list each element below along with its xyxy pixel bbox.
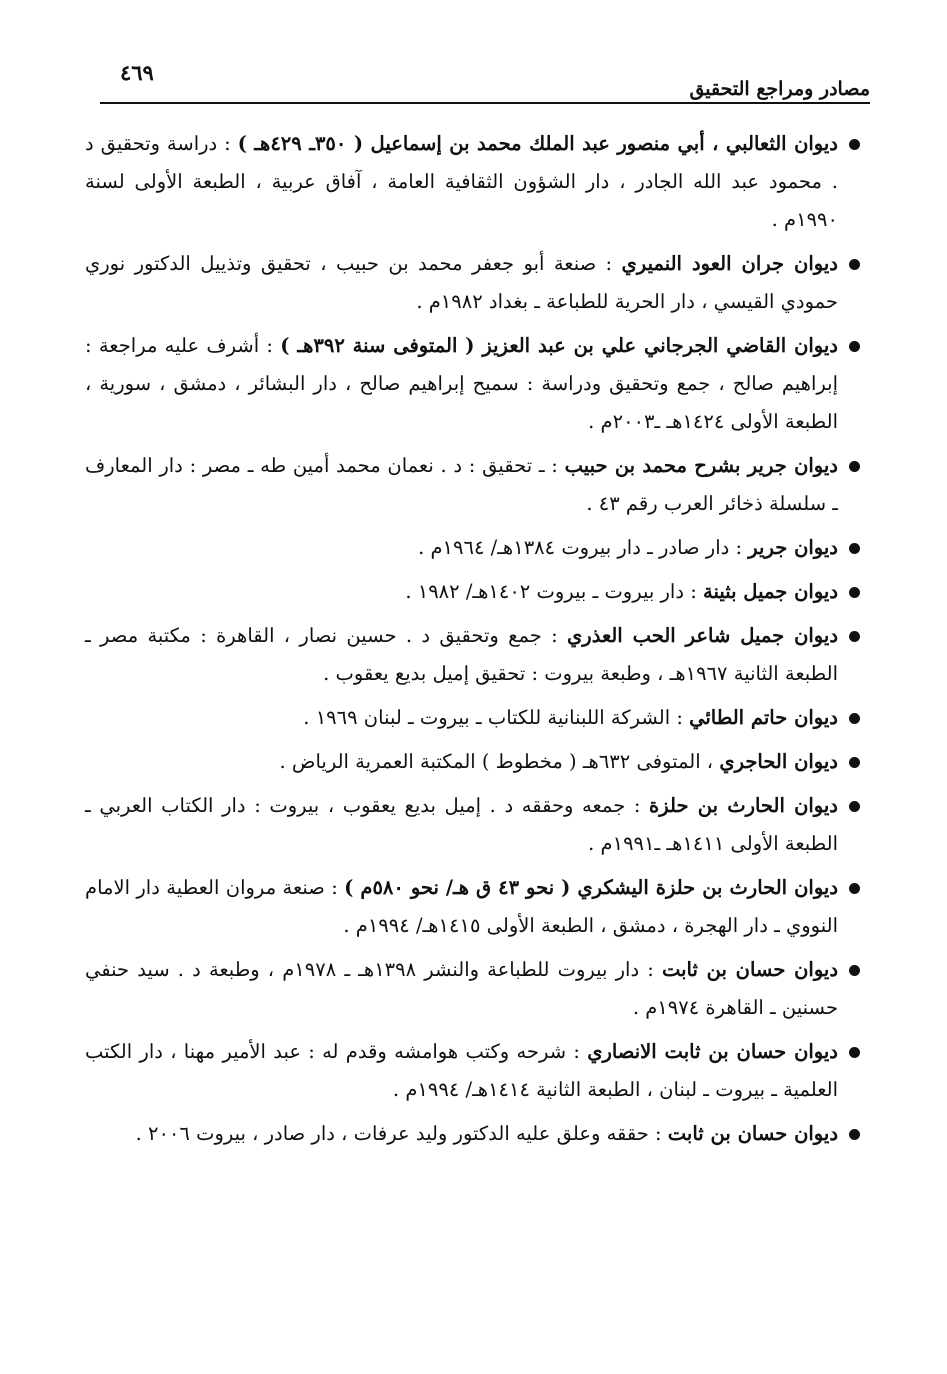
- entry-text: : جمع وتحقيق د . حسين نصار ، القاهرة : مكتبة مصر ـ الطبعة الثانية ١٩٦٧هـ ، وطبعة بيروت : تحقيق إميل بديع يعقوب .: [85, 624, 838, 685]
- entry-text: : دار بيروت ـ بيروت ١٤٠٢هـ/ ١٩٨٢ .: [405, 580, 703, 603]
- page-number: ٤٦٩: [120, 60, 154, 85]
- entry-title: ديوان جميل بثينة: [702, 580, 838, 603]
- entry-title: ديوان الحارث بن حلزة اليشكري ( نحو ٤٣ ق هـ/ نحو ٥٨٠م ): [344, 876, 838, 899]
- entry-text: : ـ تحقيق : د . نعمان محمد أمين طه ـ مصر : دار المعارف ـ سلسلة ذخائر العرب رقم ٤٣ .: [85, 454, 838, 515]
- entry-title: ديوان حاتم الطائي: [689, 706, 838, 729]
- bullet-icon: [849, 341, 860, 352]
- bullet-icon: [849, 1129, 860, 1140]
- running-title: مصادر ومراجع التحقيق: [689, 78, 870, 100]
- entry-text: : دراسة وتحقيق د . محمود عبد الله الجادر ، دار الشؤون الثقافية العامة ، آفاق عربية ، الطبعة الأولى لسنة ١٩٩٠م .: [85, 132, 838, 231]
- entry-text: : الشركة اللبنانية للكتاب ـ بيروت ـ لبنان ١٩٦٩ .: [303, 706, 690, 729]
- entry-text: : جمعه وحققه د . إميل بديع يعقوب ، بيروت : دار الكتاب العربي ـ الطبعة الأولى ١٤١١هـ ـ١٩٩١م .: [85, 794, 838, 855]
- entry-title: ديوان حسان بن ثابت: [661, 958, 839, 981]
- bibliography-entry: [85, 125, 860, 239]
- bibliography-entry: [85, 1033, 860, 1109]
- page-header: [100, 58, 870, 118]
- bullet-icon: [849, 259, 860, 270]
- bullet-icon: [849, 461, 860, 472]
- entry-text: : أشرف عليه مراجعة : إبراهيم صالح ، جمع وتحقيق ودراسة : سميح إبراهيم صالح ، دار البشائر ، دمشق ، سورية ، الطبعة الأولى ١٤٢٤هـ ـ٢٠٠٣م .: [85, 334, 838, 433]
- header-rule: [100, 102, 870, 104]
- bullet-icon: [849, 631, 860, 642]
- bullet-icon: [849, 713, 860, 724]
- bibliography-entry: [85, 573, 860, 611]
- bibliography-entry: [85, 529, 860, 567]
- bullet-icon: [849, 139, 860, 150]
- entry-text: : حققه وعلق عليه الدكتور وليد عرفات ، دار صادر ، بيروت ٢٠٠٦ .: [135, 1122, 668, 1145]
- entry-text: ، المتوفى ٦٣٢هـ ( مخطوط ) المكتبة العمرية الرياض .: [279, 750, 720, 773]
- bullet-icon: [849, 801, 860, 812]
- bibliography-list: [85, 125, 860, 1159]
- bibliography-entry: [85, 447, 860, 523]
- entry-text: : شرحه وكتب هوامشه وقدم له : عبد الأمير مهنا ، دار الكتب العلمية ـ بيروت ـ لبنان ، الطبعة الثانية ١٤١٤هـ/ ١٩٩٤م .: [85, 1040, 838, 1101]
- bibliography-entry: [85, 699, 860, 737]
- bullet-icon: [849, 587, 860, 598]
- bullet-icon: [849, 883, 860, 894]
- entry-text: : دار صادر ـ دار بيروت ١٣٨٤هـ/ ١٩٦٤م .: [418, 536, 749, 559]
- bullet-icon: [849, 543, 860, 554]
- bibliography-entry: [85, 869, 860, 945]
- bibliography-entry: [85, 787, 860, 863]
- bullet-icon: [849, 1047, 860, 1058]
- bibliography-entry: [85, 1115, 860, 1153]
- entry-title: ديوان جميل شاعر الحب العذري: [567, 624, 838, 647]
- entry-title: ديوان جرير: [748, 536, 838, 559]
- entry-title: ديوان الحاجري: [719, 750, 838, 773]
- bibliography-entry: [85, 617, 860, 693]
- entry-title: ديوان حسان بن ثابت: [667, 1122, 838, 1145]
- bibliography-entry: [85, 327, 860, 441]
- bullet-icon: [849, 757, 860, 768]
- entry-text: : دار بيروت للطباعة والنشر ١٣٩٨هـ ـ ١٩٧٨م ، وطبعة د . سيد حنفي حسنين ـ القاهرة ١٩٧٤م .: [85, 958, 838, 1019]
- entry-title: ديوان القاضي الجرجاني علي بن عبد العزيز ( المتوفى سنة ٣٩٢هـ ): [280, 334, 838, 357]
- bibliography-entry: [85, 951, 860, 1027]
- entry-title: ديوان حسان بن ثابت الانصاري: [587, 1040, 838, 1063]
- entry-title: ديوان الحارث بن حلزة: [649, 794, 838, 817]
- entry-text: : صنعة مروان العطية دار الامام النووي ـ دار الهجرة ، دمشق ، الطبعة الأولى ١٤١٥هـ/ ١٩٩٤م .: [85, 876, 838, 937]
- entry-title: ديوان الثعالبي ، أبي منصور عبد الملك محمد بن إسماعيل ( ٣٥٠ـ ٤٢٩هـ ): [237, 132, 838, 155]
- entry-title: ديوان جران العود النميري: [621, 252, 838, 275]
- bibliography-entry: [85, 743, 860, 781]
- bibliography-entry: [85, 245, 860, 321]
- entry-title: ديوان جرير بشرح محمد بن حبيب: [564, 454, 838, 477]
- entry-text: : صنعة أبو جعفر محمد بن حبيب ، تحقيق وتذييل الدكتور نوري حمودي القيسي ، دار الحرية للطباعة ـ بغداد ١٩٨٢م .: [85, 252, 838, 313]
- bullet-icon: [849, 965, 860, 976]
